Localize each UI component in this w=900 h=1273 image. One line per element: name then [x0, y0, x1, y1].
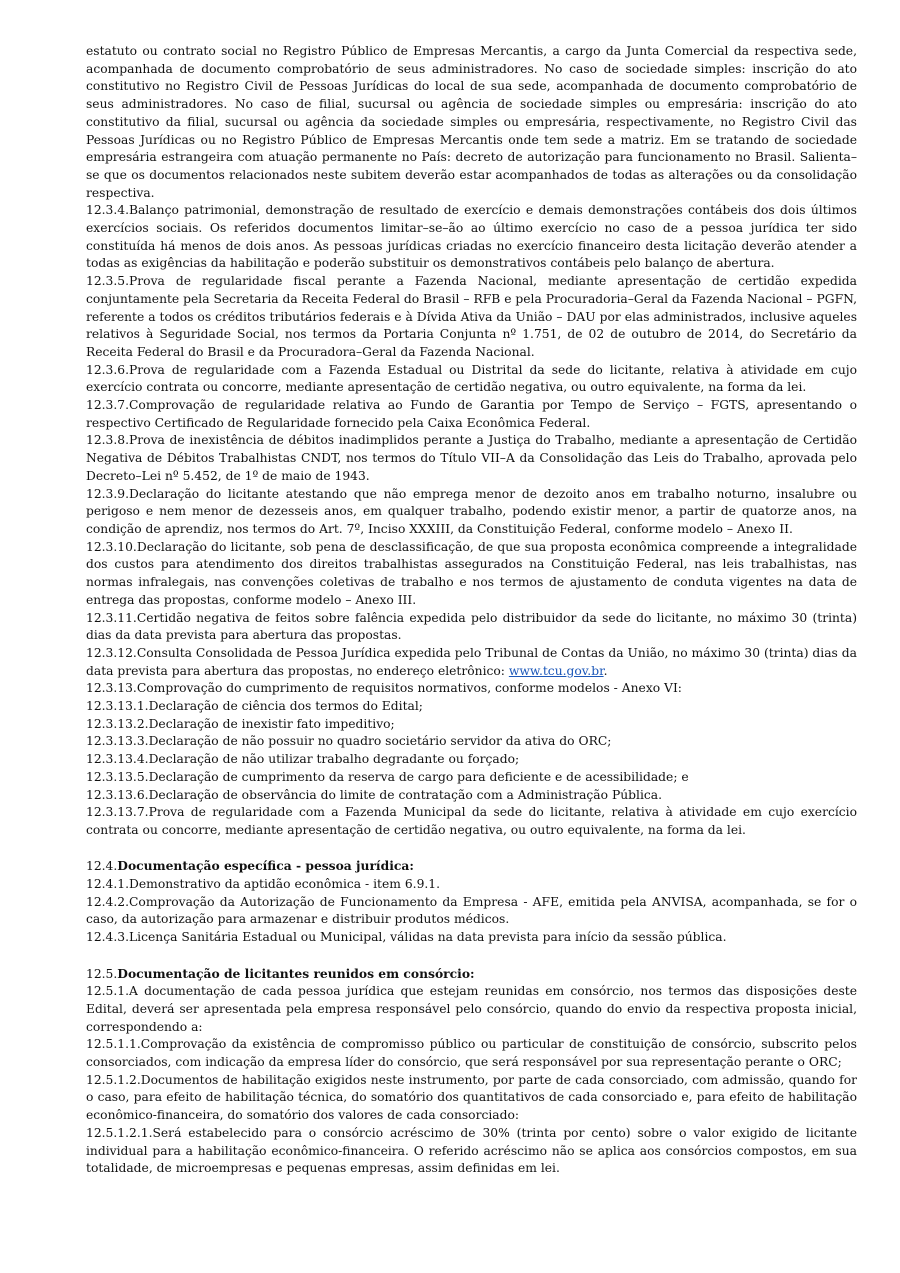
paragraph-12-3-12-end: .	[603, 663, 608, 678]
paragraph-12-3-13-7: 12.3.13.7.Prova de regularidade com a Fazenda Municipal da sede do licitante, relativa à atividade em cujo exercício contrata ou concorre, mediante apresentação de certidão negativa, ou outro equivalente, na forma da lei.	[86, 805, 857, 837]
paragraph-12-3-9: 12.3.9.Declaração do licitante atestando que não emprega menor de dezoito anos em trabalho noturno, insalubre ou perigoso e nem menor de dezesseis anos, em qualquer trabalho, podendo existir menor, a partir de quatorze anos, na condição de aprendiz, nos termos do Art. 7º, Inciso XXXIII, da Constituição Federal, conforme modelo – Anexo II.	[86, 486, 857, 536]
paragraph-12-5-1-2: 12.5.1.2.Documentos de habilitação exigidos neste instrumento, por parte de cada consorciado, com admissão, quando for o caso, para efeito de habilitação técnica, do somatório dos quantitativos de cada consorciado e, para efeito de habilitação econômico-financeira, do somatório dos valores de cada consorciado:	[86, 1072, 857, 1123]
paragraph-12-4-2: 12.4.2.Comprovação da Autorização de Funcionamento da Empresa - AFE, emitida pela ANVISA, acompanhada, se for o caso, da autorização para armazenar e distribuir produtos médicos.	[86, 894, 857, 927]
paragraph-12-3-13-2: 12.3.13.2.Declaração de inexistir fato impeditivo;	[86, 716, 395, 731]
paragraph-12-3-4: 12.3.4.Balanço patrimonial, demonstração de resultado de exercício e demais demonstrações contábeis dos dois últimos exercícios sociais. Os referidos documentos limitar–se–ão ao último exercício no caso de a pessoa jurídica ter sido constituída há menos de dois anos. As pessoas jurídicas criadas no exercício financeiro desta licitação deverão atender a todas as exigências da habilitação e poderão substituir os demonstrativos contábeis pelo balanço de abertura.	[86, 203, 857, 271]
heading-12-4	[86, 857, 857, 876]
spacer	[86, 840, 857, 858]
paragraph-12-3-12-text: 12.3.12.Consulta Consolidada de Pessoa Jurídica expedida pelo Tribunal de Contas da União, no máximo 30 (trinta) dias da data prevista para abertura das propostas, no endereço eletrônico:	[86, 645, 857, 678]
paragraph-12-3-13-3: 12.3.13.3.Declaração de não possuir no quadro societário servidor da ativa do ORC;	[86, 734, 612, 749]
paragraph-12-3-8: 12.3.8.Prova de inexistência de débitos inadimplidos perante a Justiça do Trabalho, mediante a apresentação de Certidão Negativa de Débitos Trabalhistas CNDT, nos termos do Título VII–A da Consolidação das Leis do Trabalho, aprovada pelo Decreto–Lei nº 5.452, de 1º de maio de 1943.	[86, 433, 857, 483]
paragraph-12-3-7: 12.3.7.Comprovação de regularidade relativa ao Fundo de Garantia por Tempo de Serviço – FGTS, apresentando o respectivo Certificado de Regularidade fornecido pela Caixa Econômica Federal.	[86, 398, 857, 430]
spacer	[86, 947, 857, 965]
paragraph-12-5-1-2-1: 12.5.1.2.1.Será estabelecido para o consórcio acréscimo de 30% (trinta por cento) sobre o valor exigido de licitante individual para a habilitação econômico-financeira. O referido acréscimo não se aplica aos consórcios compostos, em sua totalidade, de microempresas e pequenas empresas, assim definidas em lei.	[86, 1125, 857, 1176]
tcu-link[interactable]: www.tcu.gov.br	[508, 663, 604, 678]
paragraph-statute: estatuto ou contrato social no Registro Público de Empresas Mercantis, a cargo da Junta Comercial da respectiva sede, acompanhada de documento comprobatório de seus administradores. No caso de sociedade simples: inscrição do ato constitutivo no Registro Civil de Pessoas Jurídicas do local de sua sede, acompanhada de documento comprobatório de seus administradores. No caso de filial, sucursal ou agência de sociedade simples ou empresária: inscrição do ato constitutivo da filial, sucursal ou agência da sociedade simples ou empresária, respectivamente, no Registro Civil das Pessoas Jurídicas ou no Registro Público de Empresas Mercantis onde tem sede a matriz. Em se tratando de sociedade empresária estrangeira com atuação permanente no País: decreto de autorização para funcionamento no Brasil. Salienta–se que os documentos relacionados neste subitem deverão estar acompanhados de todas as alterações ou da consolidação respectiva.	[86, 44, 857, 200]
paragraph-12-3-13-4: 12.3.13.4.Declaração de não utilizar trabalho degradante ou forçado;	[86, 752, 520, 767]
paragraph-12-3-6: 12.3.6.Prova de regularidade com a Fazenda Estadual ou Distrital da sede do licitante, relativa à atividade em cujo exercício contrata ou concorre, mediante apresentação de certidão negativa, ou outro equivalente, na forma da lei.	[86, 362, 857, 395]
paragraph-12-3-12	[86, 645, 857, 680]
paragraph-12-3-13-1: 12.3.13.1.Declaração de ciência dos termos do Edital;	[86, 699, 423, 714]
paragraph-12-3-13: 12.3.13.Comprovação do cumprimento de requisitos normativos, conforme modelos - Anexo VI:	[86, 681, 682, 696]
paragraph-12-3-10: 12.3.10.Declaração do licitante, sob pena de desclassificação, de que sua proposta econômica compreende a integralidade dos custos para atendimento dos direitos trabalhistas assegurados na Constituição Federal, nas leis trabalhistas, nas normas infralegais, nas convenções coletivas de trabalho e nos termos de ajustamento de conduta vigentes na data de entrega das propostas, conforme modelo – Anexo III.	[86, 539, 857, 607]
heading-12-4-number: 12.4.	[86, 859, 118, 874]
heading-12-5-title: Documentação de licitantes reunidos em consórcio:	[117, 965, 475, 981]
paragraph-12-3-11: 12.3.11.Certidão negativa de feitos sobre falência expedida pelo distribuidor da sede do licitante, no máximo 30 (trinta) dias da data prevista para abertura das propostas.	[86, 610, 857, 643]
paragraph-12-3-13-6: 12.3.13.6.Declaração de observância do limite de contratação com a Administração Pública.	[86, 787, 663, 802]
paragraph-12-3-13-5: 12.3.13.5.Declaração de cumprimento da reserva de cargo para deficiente e de acessibilidade; e	[86, 769, 689, 784]
paragraph-12-4-3: 12.4.3.Licença Sanitária Estadual ou Municipal, válidas na data prevista para início da sessão pública.	[86, 930, 727, 945]
paragraph-12-3-5: 12.3.5.Prova de regularidade fiscal perante a Fazenda Nacional, mediante apresentação de certidão expedida conjuntamente pela Secretaria da Receita Federal do Brasil – RFB e pela Procuradoria–Geral da Fazenda Nacional – PGFN, referente a todos os créditos tributários federais e à Dívida Ativa da União – DAU por elas administrados, inclusive aqueles relativos à Seguridade Social, nos termos da Portaria Conjunta nº 1.751, de 02 de outubro de 2014, do Secretário da Receita Federal do Brasil e da Procuradora–Geral da Fazenda Nacional.	[86, 274, 857, 359]
paragraph-12-4-1: 12.4.1.Demonstrativo da aptidão econômica - item 6.9.1.	[86, 877, 441, 892]
paragraph-12-5-1: 12.5.1.A documentação de cada pessoa jurídica que estejam reunidas em consórcio, nos termos das disposições deste Edital, deverá ser apresentada pela empresa responsável pelo consórcio, quando do envio da respectiva proposta inicial, correspondendo a:	[86, 984, 857, 1034]
heading-12-5-number: 12.5.	[86, 966, 118, 981]
paragraph-12-5-1-1: 12.5.1.1.Comprovação da existência de compromisso público ou particular de constituição de consórcio, subscrito pelos consorciados, com indicação da empresa líder do consórcio, que será responsável por sua representação perante o ORC;	[86, 1037, 857, 1070]
heading-12-4-title: Documentação específica - pessoa jurídica:	[117, 858, 414, 874]
heading-12-5	[86, 965, 857, 984]
